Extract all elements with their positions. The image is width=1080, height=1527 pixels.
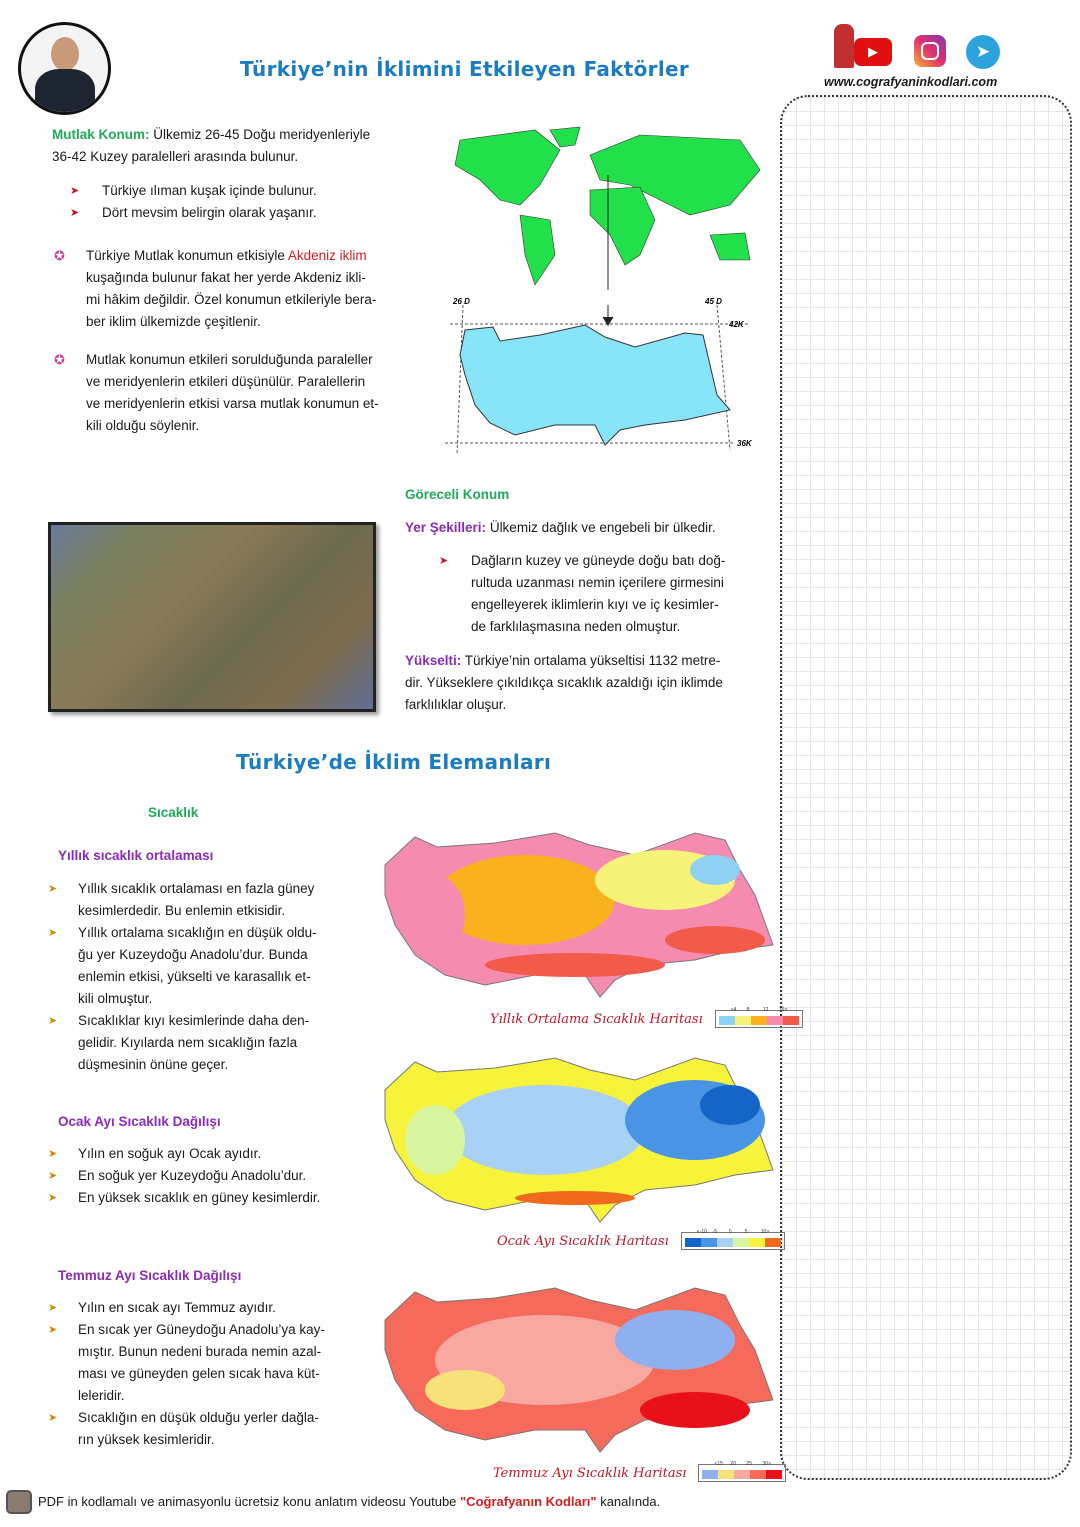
temperature-zone <box>700 1085 760 1125</box>
arrow-bullet-icon: ➤ <box>48 883 58 895</box>
list-item-line: leleridir. <box>78 1388 125 1403</box>
ocak-heading: Ocak Ayı Sıcaklık Dağılışı <box>58 1114 221 1129</box>
legend-swatch <box>730 1007 751 1025</box>
january-map-caption-row <box>497 1229 785 1250</box>
january-map-caption: Ocak Ayı Sıcaklık Haritası <box>497 1233 669 1249</box>
july-temperature-map <box>375 1280 775 1458</box>
list-item-line: ➤ En soğuk yer Kuzeydoğu Anadolu’dur. <box>78 1165 358 1187</box>
list-item-line: ➤ Yıllık ortalama sıcaklığın en düşük oldu- <box>78 922 348 944</box>
arrow-bullet-icon: ➤ <box>48 1412 58 1424</box>
yer-sekilleri-label: Yer Şekilleri: <box>405 520 487 535</box>
list-item-line: ➤ En yüksek sıcaklık en güney kesimlerdir. <box>78 1187 358 1209</box>
legend-swatch <box>712 1229 733 1247</box>
july-legend <box>698 1461 786 1482</box>
list-item-line: ➤ Sıcaklıklar kıyı kesimlerinde daha den- <box>78 1010 348 1032</box>
annual-legend <box>715 1007 803 1028</box>
list-item: ➤ Dört mevsim belirgin olarak yaşanır. <box>102 202 422 224</box>
legend-label: 8 <box>746 1007 750 1013</box>
legend-label: <4 <box>730 1007 737 1013</box>
legend-label: <-10 <box>696 1229 707 1235</box>
annual-map-caption-row <box>490 1007 803 1028</box>
list-item-line: kili olmuştur. <box>78 991 153 1006</box>
list-item-line: gelidir. Kıyılarda nem sıcaklığın fazla <box>78 1035 298 1050</box>
notes-grid-panel <box>780 95 1072 1480</box>
legend-swatch <box>685 1238 701 1247</box>
legend-label: 30> <box>762 1461 771 1467</box>
annual-temperature-map <box>375 825 775 1003</box>
section-title: Türkiye’de İklim Elemanları <box>236 750 552 774</box>
annual-map-caption: Yıllık Ortalama Sıcaklık Haritası <box>490 1011 703 1027</box>
list-item-line: ➤ En sıcak yer Güneydoğu Anadolu’ya kay- <box>78 1319 348 1341</box>
mutlak-text-2: 36-42 Kuzey paralelleri arasında bulunur. <box>52 149 299 164</box>
arrow-bullet-icon: ➤ <box>70 185 80 197</box>
tv-icon <box>6 1490 32 1514</box>
list-item-line: mıştır. Bunun nedeni burada nemin azal- <box>78 1344 322 1359</box>
arrow-bullet-icon: ➤ <box>48 927 58 939</box>
list-item-line: ➤ Yılın en soğuk ayı Ocak ayıdır. <box>78 1143 358 1165</box>
mutlak-text: Ülkemiz 26-45 Doğu meridyenleriyle <box>149 127 371 142</box>
list-item-line: rın yüksek kesimleridir. <box>78 1432 215 1447</box>
list-item-line: düşmesinin önüne geçer. <box>78 1057 229 1072</box>
legend-label: 20 <box>730 1461 736 1467</box>
yillik-heading: Yıllık sıcaklık ortalaması <box>58 848 214 863</box>
legend-swatch <box>728 1229 749 1247</box>
legend-label: 16> <box>778 1007 788 1013</box>
goreceli-konum-block: Göreceli Konum Yer Şekilleri: Ülkemiz dağlık ve engebeli bir ülkedir. ➤ Dağların kuzey ve güneyde doğu batı doğ- rultuda uzanması nemin içerilere girmesini engelleyerek iklimlerin kıyı ve iç kesimler- de farklılaşmasına neden olmuştur. Yükselti: Türkiye’nin ortalama yükseltisi 1132 metre- dir. Yükseklere çıkıldıkça sıcaklık azaldığı için iklimde farklılıklar oluşur. <box>405 484 770 716</box>
author-avatar <box>18 22 111 115</box>
temperature-zone <box>665 926 765 954</box>
yillik-block <box>48 845 348 1076</box>
list-item-line: ması ve güneyden gelen sıcak hava küt- <box>78 1366 320 1381</box>
temmuz-block <box>48 1265 348 1451</box>
label-26d: 26 D <box>453 297 470 306</box>
temmuz-heading: Temmuz Ayı Sıcaklık Dağılışı <box>58 1268 242 1283</box>
legend-label: 12 <box>762 1007 769 1013</box>
temperature-zone <box>615 1310 735 1370</box>
legend-label: -5 <box>712 1229 718 1235</box>
arrow-bullet-icon: ➤ <box>48 1324 58 1336</box>
ocak-block <box>48 1111 358 1209</box>
sicaklik-heading: Sıcaklık <box>148 805 199 820</box>
legend-label: 25 <box>746 1461 752 1467</box>
arrow-bullet-icon: ➤ <box>439 555 449 567</box>
temperature-zone <box>690 855 740 885</box>
july-map-caption: Temmuz Ayı Sıcaklık Haritası <box>493 1465 687 1481</box>
label-36k: 36K <box>737 439 752 448</box>
january-legend <box>681 1229 785 1250</box>
list-item-line: enlemin etkisi, yükselti ve karasallık et- <box>78 969 311 984</box>
world-map <box>440 125 765 290</box>
note-item: ✪ Türkiye Mutlak konumun etkisiyle Akdeniz iklim <box>86 245 422 267</box>
label-42k: 42K <box>729 320 744 329</box>
page-title: Türkiye’nin İklimini Etkileyen Faktörler <box>240 57 690 81</box>
star-bullet-icon: ✪ <box>54 352 65 367</box>
list-item: ➤ Dağların kuzey ve güneyde doğu batı doğ- <box>471 550 770 572</box>
list-item-line: ğu yer Kuzeydoğu Anadolu’dur. Bunda <box>78 947 308 962</box>
temperature-zone <box>405 1105 465 1175</box>
legend-label: 5 <box>744 1229 748 1235</box>
mascot-icon <box>834 24 854 68</box>
temperature-zone <box>445 1085 645 1175</box>
legend-label: 0 <box>728 1229 732 1235</box>
temperature-zone <box>485 953 665 977</box>
yukselti-label: Yükselti: <box>405 653 462 668</box>
relief-map <box>48 522 376 712</box>
channel-name[interactable]: "Coğrafyanın Kodları" <box>460 1494 597 1509</box>
temperature-zone <box>515 1191 635 1205</box>
website-link[interactable]: www.cografyaninkodlari.com <box>824 75 998 89</box>
list-item-line: kesimlerdedir. Bu enlemin etkisidir. <box>78 903 286 918</box>
arrow-bullet-icon: ➤ <box>48 1192 58 1204</box>
mutlak-konum-block: Mutlak Konum: Ülkemiz 26-45 Doğu meridyenleriyle 36-42 Kuzey paralelleri arasında bulunur. ➤ Türkiye ılıman kuşak içinde bulunur. ➤ Dört mevsim belirgin olarak yaşanır. ✪ Türkiye Mutlak konumun etkisiyle Akdeniz iklim kuşağında bulunur fakat her yerde Akdeniz ikli- mi hâkim değildir. Özel konumun etkileriyle bera- ber iklim ülkemizde çeşitlenir. ✪ Mutlak konumun etkileri sorulduğunda paraleller ve meridyenlerin etkileri düşünülür. Paralellerin ve meridyenlerin etkisi varsa mutlak konumun et- kili olduğu söylenir. <box>52 124 422 437</box>
footer-note: PDF in kodlamalı ve animasyonlu ücretsiz konu anlatım videosu Youtube "Coğrafyanın Kodları" kanalında. <box>38 1494 661 1509</box>
legend-label: <15 <box>714 1461 723 1467</box>
legend-swatch <box>696 1229 717 1247</box>
youtube-icon[interactable]: ▶ <box>854 38 892 66</box>
january-temperature-map <box>375 1050 775 1228</box>
legend-swatch <box>746 1461 766 1479</box>
arrow-bullet-icon: ➤ <box>48 1302 58 1314</box>
telegram-icon[interactable]: ➤ <box>966 35 1000 69</box>
goreceli-heading: Göreceli Konum <box>405 487 510 502</box>
arrow-bullet-icon: ➤ <box>70 207 80 219</box>
list-item-line: ➤ Yılın en sıcak ayı Temmuz ayıdır. <box>78 1297 348 1319</box>
turkey-coordinates-map <box>445 295 765 455</box>
temperature-zone <box>425 1370 505 1410</box>
legend-swatch <box>760 1229 781 1247</box>
arrow-bullet-icon: ➤ <box>48 1015 58 1027</box>
list-item: ➤ Türkiye ılıman kuşak içinde bulunur. <box>102 180 422 202</box>
july-map-caption-row <box>493 1461 786 1482</box>
legend-swatch <box>702 1470 718 1479</box>
star-bullet-icon: ✪ <box>54 248 65 263</box>
legend-swatch <box>778 1007 799 1025</box>
list-item-line: ➤ Sıcaklığın en düşük olduğu yerler dağla- <box>78 1407 348 1429</box>
legend-label: 10> <box>760 1229 770 1235</box>
note-item: ✪ Mutlak konumun etkileri sorulduğunda paraleller <box>86 349 422 371</box>
mutlak-konum-label: Mutlak Konum: <box>52 127 150 142</box>
legend-swatch <box>762 1461 782 1479</box>
label-45d: 45 D <box>705 297 722 306</box>
list-item-line: ➤ Yıllık sıcaklık ortalaması en fazla güney <box>78 878 348 900</box>
instagram-icon[interactable] <box>914 35 946 67</box>
temperature-zone <box>640 1392 750 1428</box>
temperature-zone <box>405 875 465 955</box>
arrow-bullet-icon: ➤ <box>48 1170 58 1182</box>
legend-swatch <box>719 1016 735 1025</box>
arrow-bullet-icon: ➤ <box>48 1148 58 1160</box>
